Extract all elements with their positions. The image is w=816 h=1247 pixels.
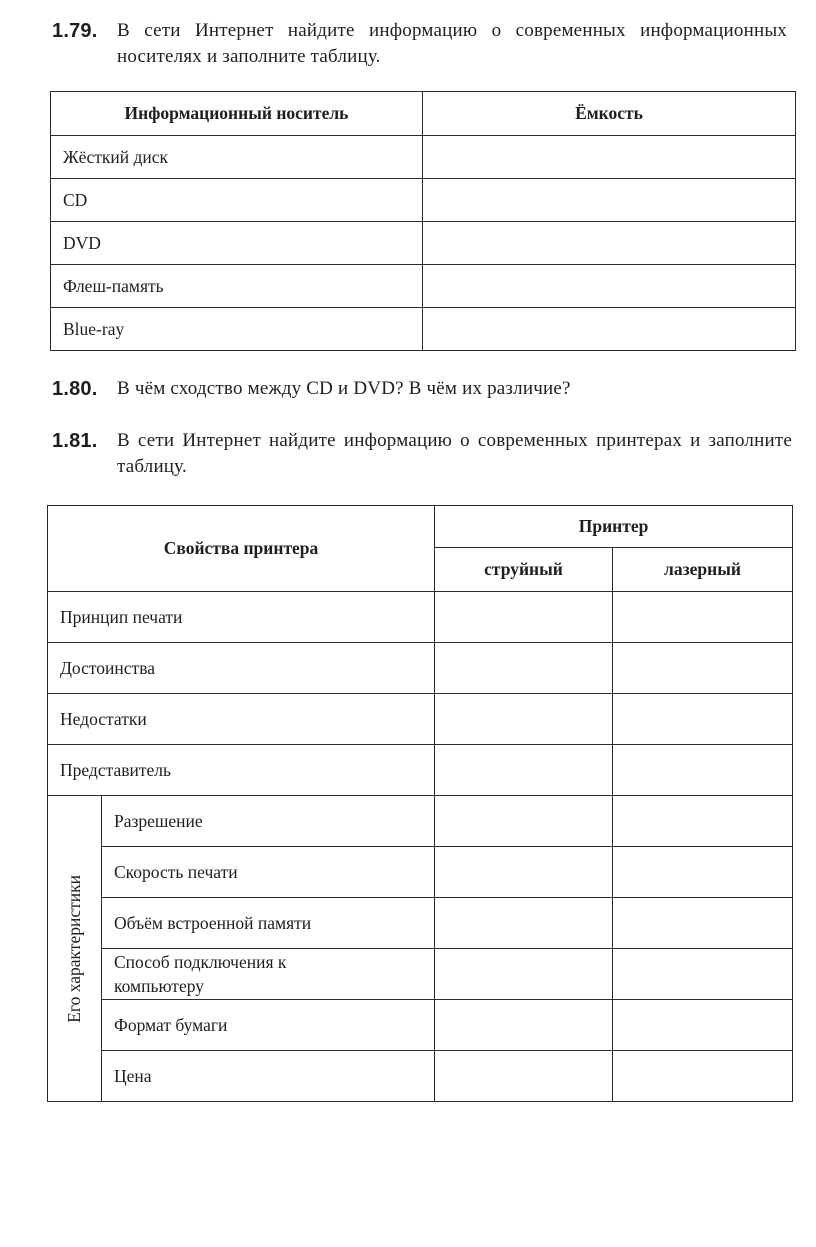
column-header-media: Информационный носитель [51,92,423,136]
inkjet-cell[interactable] [435,949,613,1000]
row-label: Blue-ray [51,308,423,351]
table-row [51,308,796,351]
capacity-cell[interactable] [423,265,796,308]
inkjet-cell[interactable] [435,694,613,745]
table-row [48,1051,793,1102]
row-label: Достоинства [48,643,435,694]
table-row [51,136,796,179]
task-1-79 [52,18,792,74]
task-text: В сети Интернет найдите информацию о современных принтерах и заполните таблицу. [117,430,792,477]
table-row [48,949,793,1000]
laser-cell[interactable] [613,847,793,898]
capacity-cell[interactable] [423,222,796,265]
column-header-laser: лазерный [613,548,793,592]
task-1-80 [52,376,792,404]
inkjet-cell[interactable] [435,847,613,898]
laser-cell[interactable] [613,898,793,949]
capacity-cell[interactable] [423,179,796,222]
table-row [51,179,796,222]
laser-cell[interactable] [613,694,793,745]
table-row [48,694,793,745]
task-number: 1.80. [52,378,98,400]
row-label: DVD [51,222,423,265]
inkjet-cell[interactable] [435,643,613,694]
table-row [51,265,796,308]
capacity-cell[interactable] [423,136,796,179]
task-text: В сети Интернет найдите информацию о современных информационных носителях и заполните таблицу. [117,20,787,67]
group-label: Его характеристики [64,874,84,1023]
laser-cell[interactable] [613,949,793,1000]
row-label: Принцип печати [48,592,435,643]
task-1-81 [52,428,792,484]
laser-cell[interactable] [613,1051,793,1102]
group-label-cell [48,796,102,1102]
inkjet-cell[interactable] [435,898,613,949]
row-label: Объём встроенной памяти [102,898,435,949]
task-text: В чём сходство между CD и DVD? В чём их различие? [117,378,571,399]
capacity-cell[interactable] [423,308,796,351]
inkjet-cell[interactable] [435,796,613,847]
row-label: CD [51,179,423,222]
laser-cell[interactable] [613,1000,793,1051]
column-header-inkjet: струйный [435,548,613,592]
table-header-row [51,92,796,136]
table-header-row [48,506,793,548]
table-row [48,592,793,643]
laser-cell[interactable] [613,592,793,643]
storage-media-table [50,91,796,351]
row-label: Флеш-память [51,265,423,308]
inkjet-cell[interactable] [435,592,613,643]
column-header-printer: Принтер [435,506,793,548]
row-label: Формат бумаги [102,1000,435,1051]
row-label: Способ подключения к компьютеру [102,949,435,1000]
column-header-capacity: Ёмкость [423,92,796,136]
row-label: Представитель [48,745,435,796]
laser-cell[interactable] [613,796,793,847]
row-label: Недостатки [48,694,435,745]
table-row [48,1000,793,1051]
inkjet-cell[interactable] [435,1000,613,1051]
task-number: 1.79. [52,20,98,42]
table-row [48,847,793,898]
table-row [51,222,796,265]
task-number: 1.81. [52,430,98,452]
row-label: Скорость печати [102,847,435,898]
table-row [48,898,793,949]
table-row [48,745,793,796]
column-header-properties: Свойства принтера [48,506,435,592]
row-label: Разрешение [102,796,435,847]
laser-cell[interactable] [613,643,793,694]
row-label: Цена [102,1051,435,1102]
printer-table [47,505,793,1102]
table-row [48,643,793,694]
inkjet-cell[interactable] [435,745,613,796]
laser-cell[interactable] [613,745,793,796]
table-row [48,796,793,847]
row-label: Жёсткий диск [51,136,423,179]
inkjet-cell[interactable] [435,1051,613,1102]
